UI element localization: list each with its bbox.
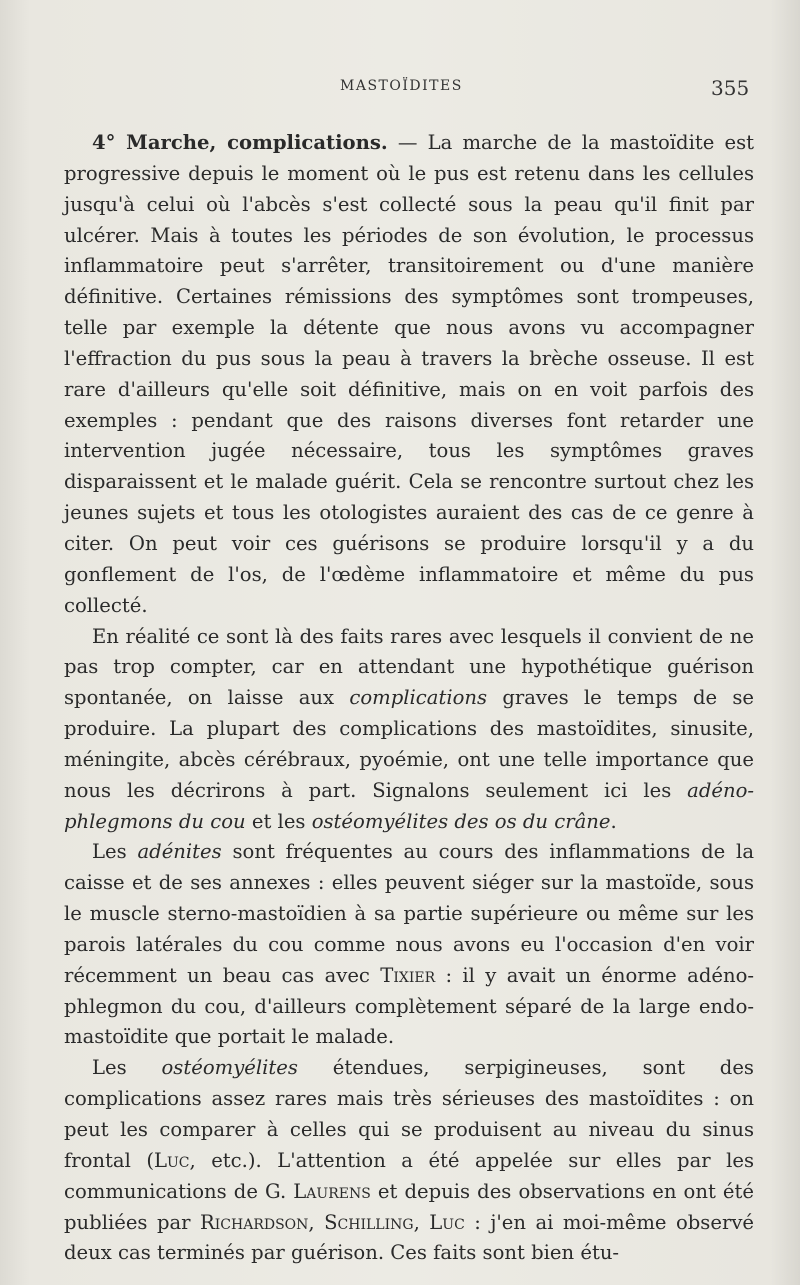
author-name: Schilling (324, 1210, 414, 1234)
author-name: Luc (429, 1210, 465, 1234)
text-run: , (308, 1210, 325, 1234)
paragraph-realite (64, 622, 754, 838)
emphasis-osteomyelites-crane: ostéomyélites des os du crâne (311, 809, 611, 833)
author-name: Tixier (380, 963, 436, 987)
text-run: En réalité ce sont là des faits rares avec lesquels il convient de ne pas trop compter, car en attendant une hypothétique guérison spontanée, on laisse aux (64, 624, 754, 710)
text-run: étendues, serpigineuses, sont des complications assez rares mais très sérieuses des mastoïdites : on peut les comparer à celles qui se produisent au niveau du sinus frontal ( (64, 1056, 754, 1172)
running-head: MASTOÏDITES (340, 78, 463, 94)
paragraph-adenites (64, 837, 754, 1053)
paragraph-marche-complications (64, 128, 754, 622)
author-name: Luc (153, 1148, 190, 1172)
page-number: 355 (711, 76, 750, 100)
text-run: , (413, 1210, 430, 1234)
author-name: Laurens (293, 1179, 371, 1203)
text-run: Les (92, 1056, 162, 1080)
emphasis-osteomyelites: ostéomyélites (161, 1056, 298, 1080)
author-name: Richardson (200, 1210, 309, 1234)
text-run: : il y avait un énorme adéno-phlegmon du cou, d'ailleurs complètement séparé de la large endo-mastoïdite que portait le malade. (64, 963, 754, 1049)
emphasis-adeno-phlegmons: adéno-phlegmons du cou (64, 778, 754, 833)
section-title: 4° Marche, complications. (92, 131, 388, 154)
page-body (64, 128, 754, 1269)
emphasis-complications: complications (349, 686, 488, 710)
text-run: graves le temps de se produire. La plupart des complications des mastoïdites, sinusite, méningite, abcès cérébraux, pyoémie, ont une telle importance que nous les décrirons à part. Signalons seulement ici les (64, 686, 754, 802)
paragraph-osteomyelites (64, 1053, 754, 1269)
page-header (0, 78, 800, 108)
emphasis-adenites: adénites (137, 840, 222, 864)
text-run: et les (245, 809, 312, 833)
text-run: , etc.). L'attention a été appelée sur elles par les communications de G. (64, 1148, 755, 1203)
text-run: . (610, 809, 617, 833)
text-run: sont fréquentes au cours des inflammations de la caisse et de ses annexes : elles peuvent siéger sur la mastoïde, sous le muscle sterno-mastoïdien à sa partie supérieure ou même sur les parois latérales du cou comme nous avons eu l'occasion d'en voir récemment un beau cas avec (64, 840, 754, 987)
text-run: Les (92, 840, 138, 864)
text-run: : j'en ai moi-même observé deux cas terminés par guérison. Ces faits sont bien étu- (64, 1210, 754, 1265)
paragraph-text: — La marche de la mastoïdite est progressive depuis le moment où le pus est retenu dans les cellules jusqu'à celui où l'abcès s'est collecté sous la peau qu'il finit par ulcérer. Mais à toutes les périodes de son évolution, le processus inflammatoire peut s'arrêter, transitoirement ou d'une manière définitive. Certaines rémissions des symptômes sont trompeuses, telle par exemple la détente que nous avons vu accompagner l'effraction du pus sous la peau à travers la brèche osseuse. Il est rare d'ailleurs qu'elle soit définitive, mais on en voit parfois des exemples : pendant que des raisons diverses font retarder une intervention jugée nécessaire, tous les symptômes graves disparaissent et le malade guérit. Cela se rencontre surtout chez les jeunes sujets et tous les otologistes auraient des cas de ce genre à citer. On peut voir ces guérisons se produire lorsqu'il y a du gonflement de l'os, de l'œdème inflammatoire et même du pus collecté. (64, 131, 754, 617)
text-run: et depuis des observations en ont été publiées par (64, 1179, 754, 1234)
